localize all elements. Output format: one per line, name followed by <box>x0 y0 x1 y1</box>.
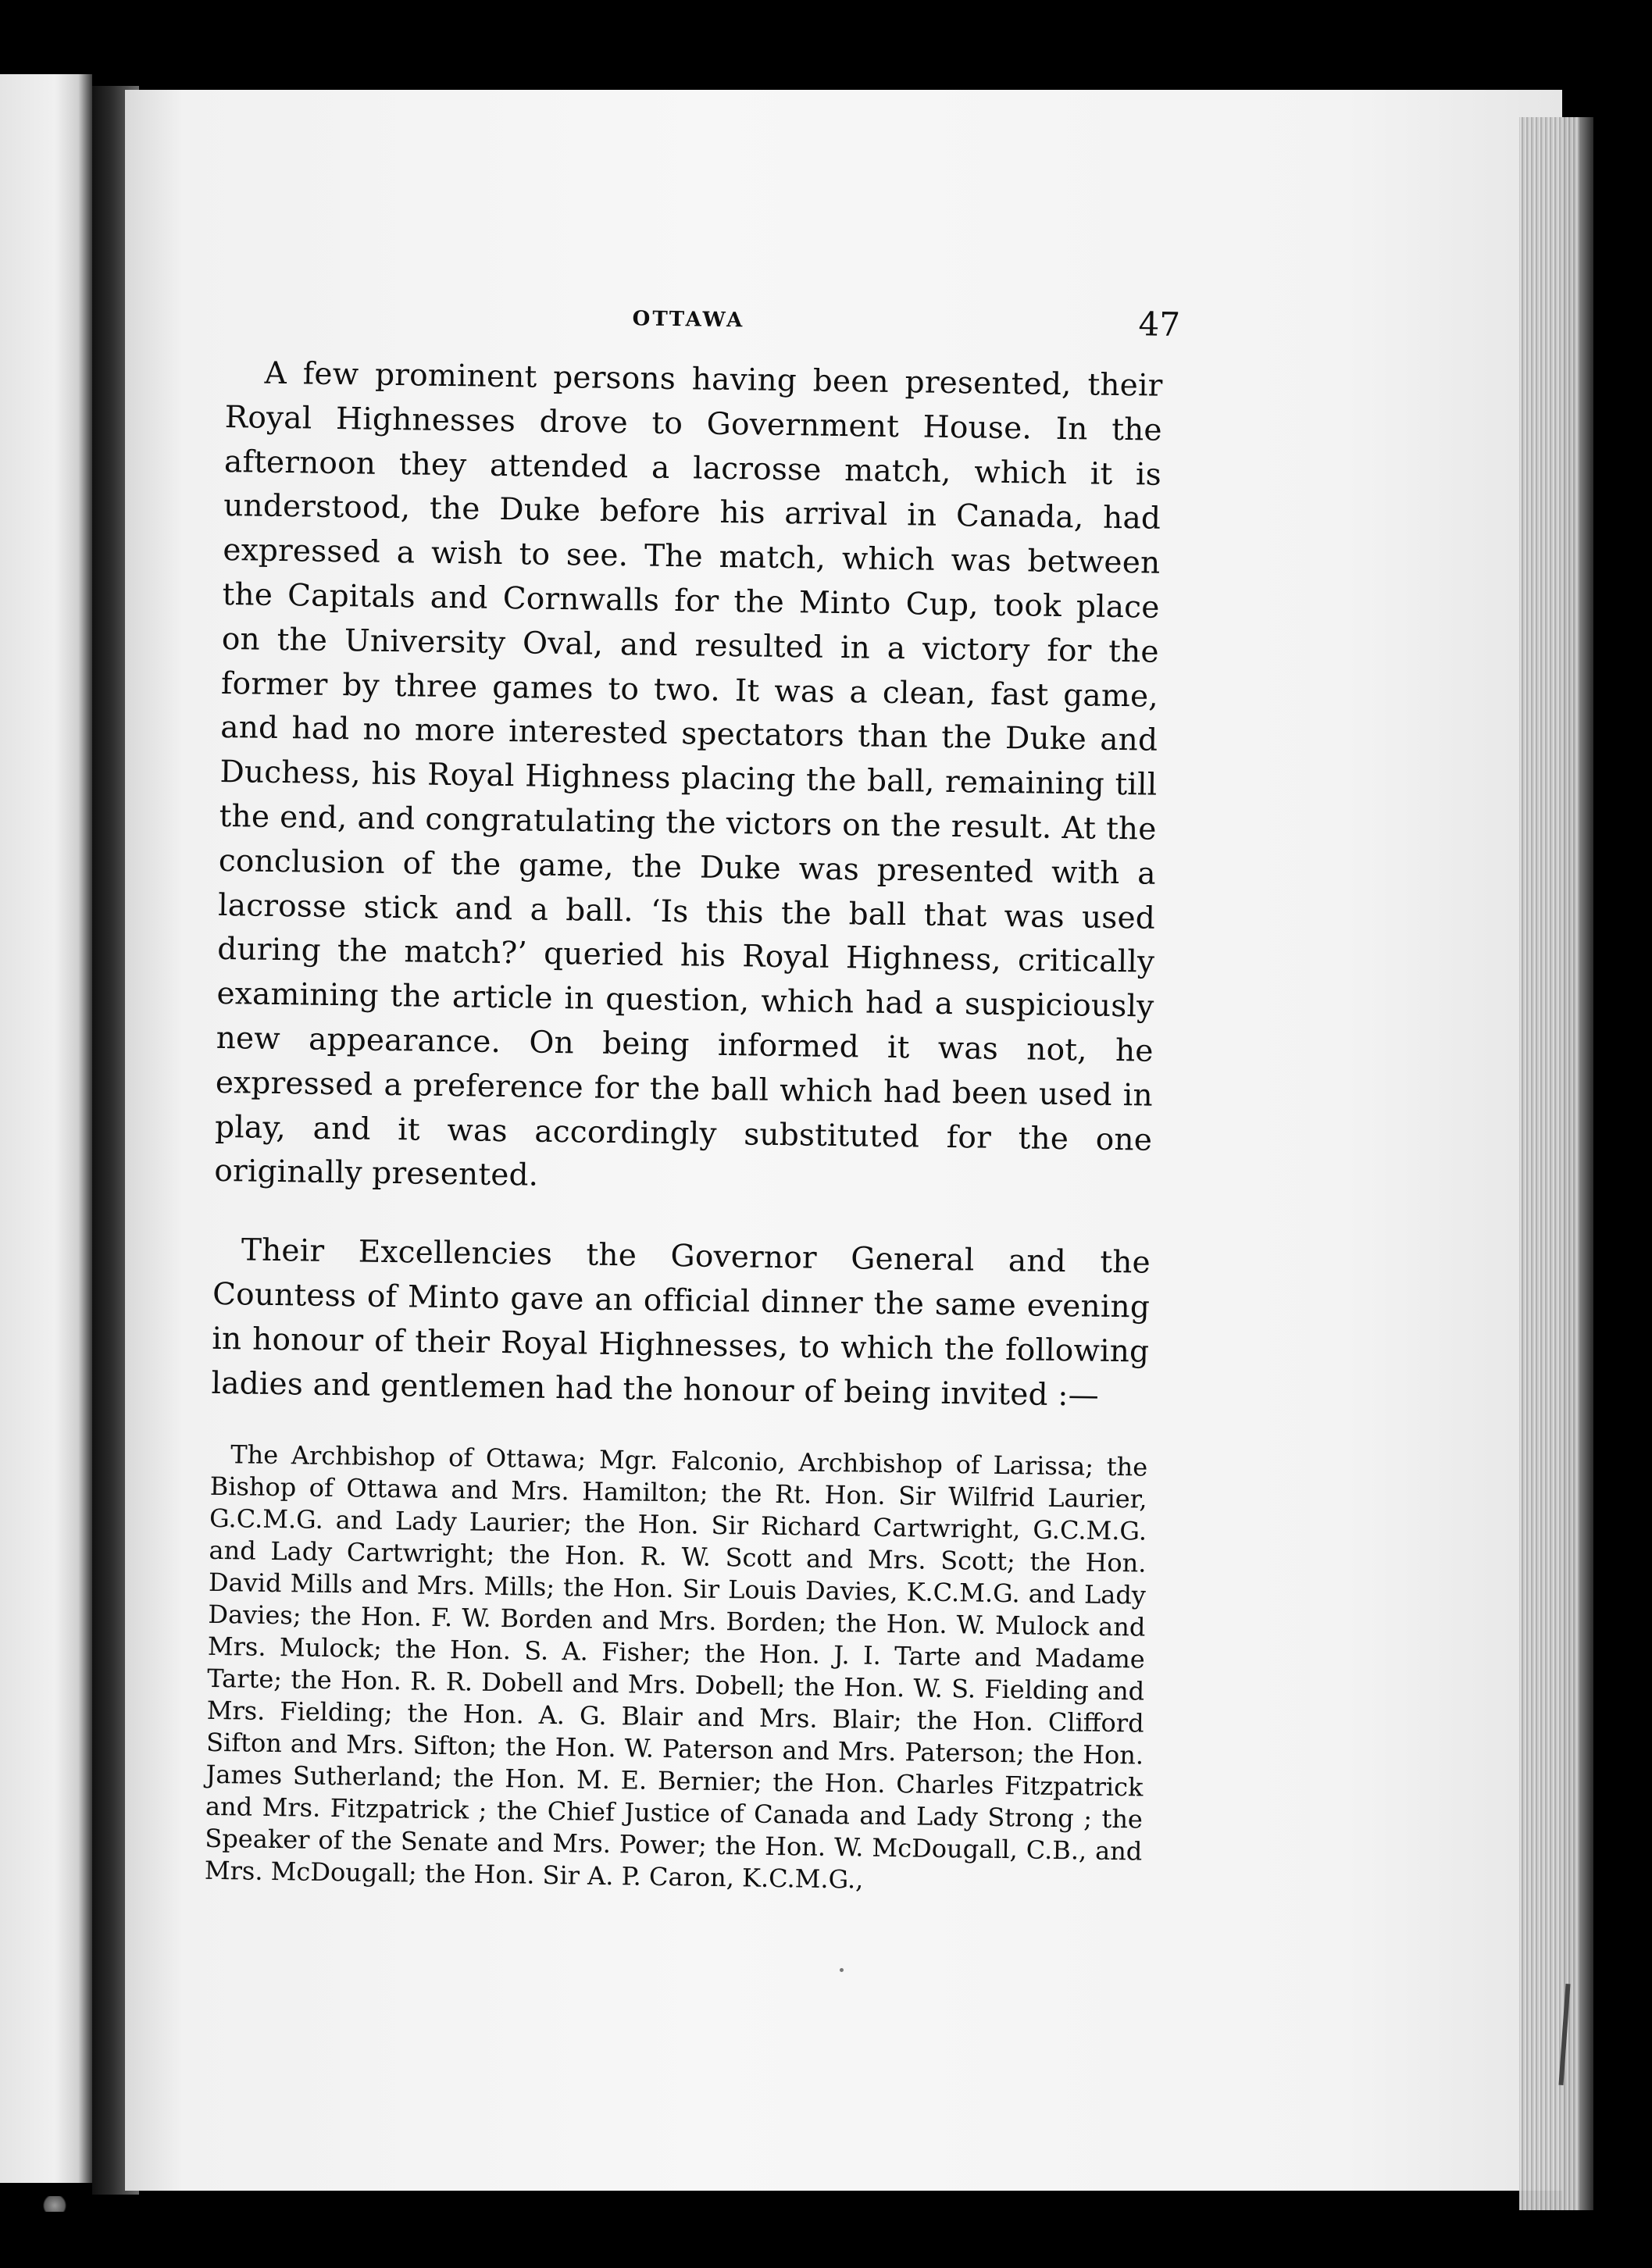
running-title: OTTAWA <box>632 307 745 333</box>
page-speck <box>840 1968 844 1972</box>
page-content <box>204 297 1181 1900</box>
page-stack-edges <box>1519 117 1593 2210</box>
page-number: 47 <box>1138 305 1181 344</box>
paragraph-official-dinner: Their Excellencies the Governor General and the Countess of Minto gave an official dinner the same evening in honour of their Royal Highnesses, to which the following ladies and gentlemen had the honour of being invited :— <box>211 1232 1151 1414</box>
facing-page-edge <box>0 74 92 2183</box>
guest-list: The Archbishop of Ottawa; Mgr. Falconio, Archbishop of Larissa; the Bishop of Ottawa and Mrs. Hamilton; the Rt. Hon. Sir Wilfrid Laurier, G.C.M.G. and Lady Laurier; the Hon. Sir Richard Cartwright, G.C.M.G. and Lady Cartwright; the Hon. R. W. Scott and Mrs. Scott; the Hon. David Mills and Mrs. Mills; the Hon. Sir Louis Davies, K.C.M.G. and Lady Davies; the Hon. F. W. Borden and Mrs. Borden; the Hon. W. Mulock and Mrs. Mulock; the Hon. S. A. Fisher; the Hon. J. I. Tarte and Madame Tarte; the Hon. R. R. Dobell and Mrs. Dobell; the Hon. W. S. Fielding and Mrs. Fielding; the Hon. A. G. Blair and Mrs. Blair; the Hon. Clifford Sifton and Mrs. Sifton; the Hon. W. Paterson and Mrs. Paterson; the Hon. James Sutherland; the Hon. M. E. Bernier; the Hon. Charles Fitzpatrick and Mrs. Fitzpatrick ; the Chief Justice of Canada and Lady Strong ; the Speaker of the Senate and Mrs. Power; the Hon. W. McDougall, C.B., and Mrs. McDougall; the Hon. Sir A. P. Caron, K.C.M.G., <box>204 1439 1148 1895</box>
paragraph-lacrosse-match: A few prominent persons having been presented, their Royal Highnesses drove to Government House. In the afternoon they attended a lacrosse match, which it is understood, the Duke before his arrival in Canada, had expressed a wish to see. The match, which was between the Capitals and Cornwalls for the Minto Cup, took place on the University Oval, and resulted in a victory for the former by three games to two. It was a clean, fast game, and had no more interested spectators than the Duke and Duchess, his Royal Highness placing the ball, remaining till the end, and congratulating the victors on the result. At the conclusion of the game, the Duke was presented with a lacrosse stick and a ball. ‘Is this the ball that was used during the match?’ queried his Royal Highness, critically examining the article in question, which had a suspiciously new appearance. On being informed it was not, he expressed a preference for the ball which had been used in play, and it was accordingly substituted for the one originally presented. <box>214 355 1163 1194</box>
corner-smudge <box>41 2196 69 2212</box>
